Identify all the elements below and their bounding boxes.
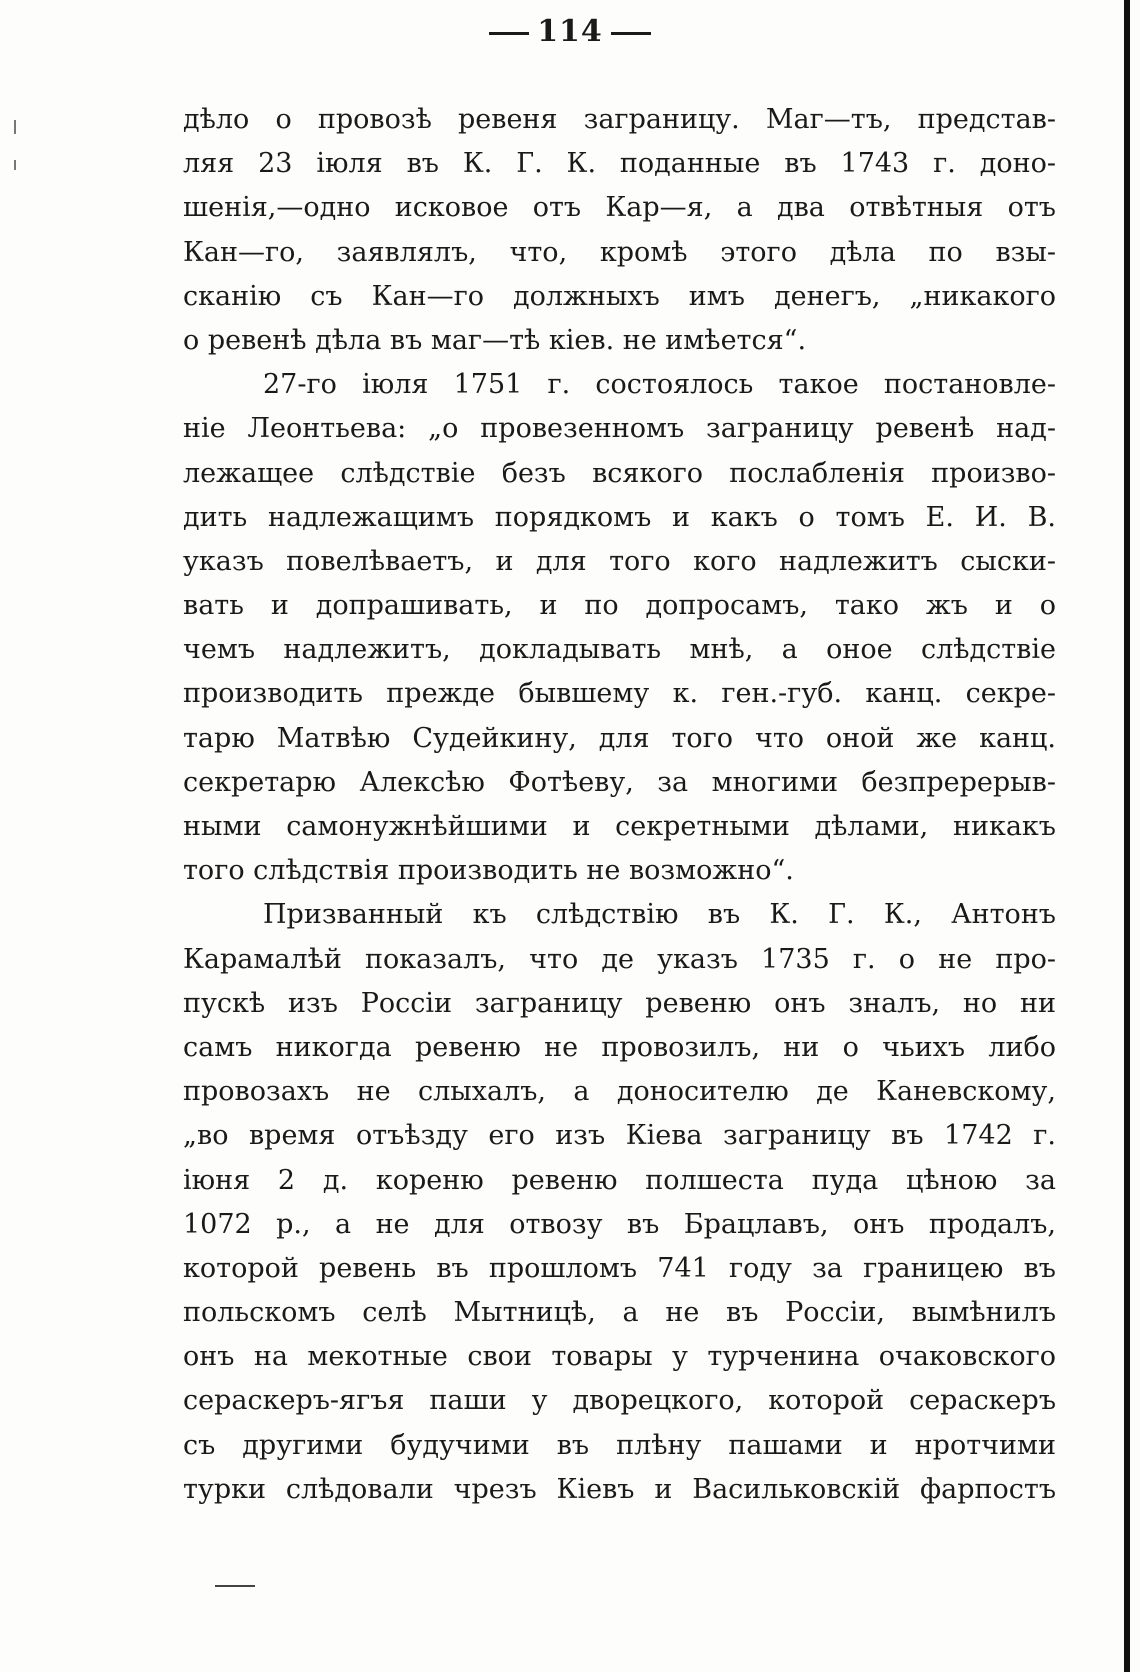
body-text: [183, 98, 1056, 1512]
page-number-dash-right: [611, 32, 651, 35]
text-line: вать и допрашивать, и по допросамъ, тако жъ и о: [183, 590, 1056, 622]
text-line: „во время отъѣзду его изъ Кіева заграницу въ 1742 г.: [183, 1120, 1056, 1152]
text-line: сераскеръ-ягъя паши у дворецкого, которой сераскеръ: [183, 1385, 1056, 1417]
text-line: онъ на мекотные свои товары у турченина очаковского: [183, 1341, 1056, 1373]
page-number-value: 114: [537, 14, 603, 49]
text-line: тарю Матвѣю Судейкину, для того что оной же канц.: [183, 722, 1056, 754]
page-number-dash-left: [489, 32, 529, 35]
text-line: ніе Леонтьева: „о провезенномъ заграницу ревенѣ над-: [183, 413, 1056, 445]
text-line: чемъ надлежитъ, докладывать мнѣ, а оное слѣдствіе: [183, 634, 1056, 666]
text-line: турки слѣдовали чрезъ Кіевъ и Васильковскій фарпостъ: [183, 1473, 1056, 1505]
scan-mark: [14, 160, 16, 170]
page-edge-shadow: [1124, 0, 1130, 1672]
footer-rule: [215, 1585, 255, 1587]
text-line: пускѣ изъ Россіи заграницу ревеню онъ зналъ, но ни: [183, 987, 1056, 1019]
text-line: 1072 р., а не для отвозу въ Брацлавъ, онъ продалъ,: [183, 1208, 1056, 1240]
text-line: указъ повелѣваетъ, и для того кого надлежитъ сыски-: [183, 545, 1056, 577]
text-line: сканію съ Кан—го должныхъ имъ денегъ, „никакого: [183, 280, 1056, 312]
text-line: которой ревень въ прошломъ 741 году за границею въ: [183, 1252, 1056, 1284]
text-line: лежащее слѣдствіе безъ всякого послабленія произво-: [183, 457, 1056, 489]
text-line: о ревенѣ дѣла въ маг—тѣ кіев. не имѣется“.: [183, 324, 807, 356]
text-line: ными самонужнѣйшими и секретными дѣлами, никакъ: [183, 811, 1056, 842]
text-line: секретарю Алексѣю Фотѣеву, за многими безпререрыв-: [183, 766, 1056, 798]
page-number: [0, 14, 1140, 49]
text-line: ляя 23 іюля въ К. Г. К. поданные въ 1743 г. доно-: [183, 148, 1056, 180]
text-line: дѣло о провозѣ ревеня заграницу. Маг—тъ, представ-: [183, 104, 1056, 135]
text-line: самъ никогда ревеню не провозилъ, ни о чьихъ либо: [183, 1031, 1056, 1063]
text-line: производить прежде бывшему к. ген.-губ. канц. секре-: [183, 678, 1056, 710]
text-line: 27-го іюля 1751 г. состоялось такое постановле-: [263, 369, 1056, 401]
text-line: дить надлежащимъ порядкомъ и какъ о томъ Е. И. В.: [183, 501, 1056, 533]
text-line: Призванный къ слѣдствію въ К. Г. К., Антонъ: [263, 899, 1056, 931]
text-line: польскомъ селѣ Мытницѣ, а не въ Россіи, вымѣнилъ: [183, 1297, 1056, 1329]
text-line: іюня 2 д. кореню ревеню полшеста пуда цѣною за: [183, 1164, 1056, 1196]
text-line: Кан—го, заявлялъ, что, кромѣ этого дѣла по взы-: [183, 236, 1056, 268]
scan-mark: [14, 120, 16, 134]
text-line: Карамалѣй показалъ, что де указъ 1735 г. о не про-: [183, 943, 1056, 975]
text-line: шенія,—одно исковое отъ Кар—я, а два отвѣтныя отъ: [183, 192, 1056, 224]
text-line: съ другими будучими въ плѣну пашами и нротчими: [183, 1429, 1056, 1461]
text-line: того слѣдствія производить не возможно“.: [183, 855, 794, 887]
text-line: провозахъ не слыхалъ, а доносителю де Каневскому,: [183, 1076, 1056, 1108]
